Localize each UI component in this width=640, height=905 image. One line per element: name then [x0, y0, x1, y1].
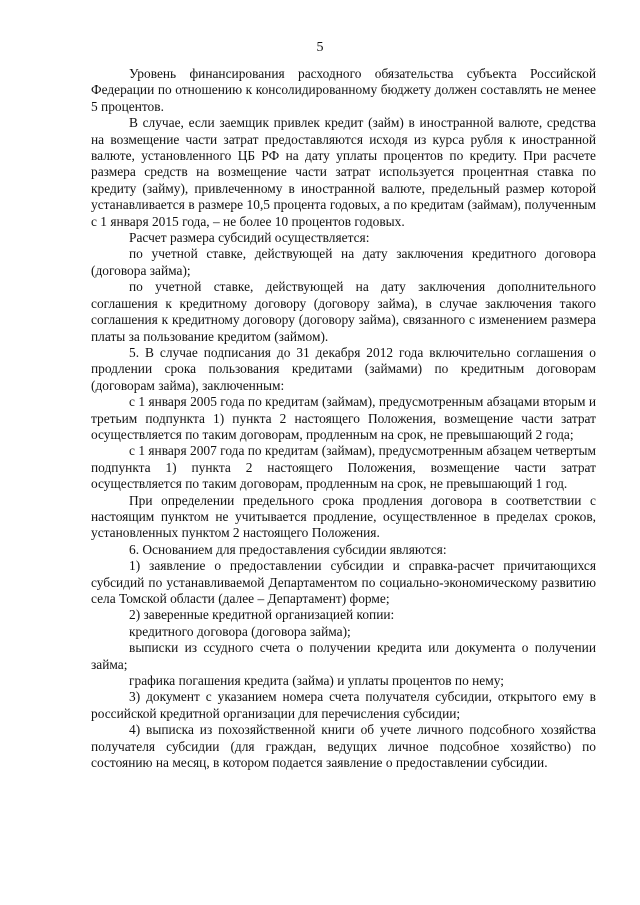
paragraph-certified-copies: 2) заверенные кредитной организацией копии: [129, 607, 395, 623]
paragraph-household-extract: 4) выписка из похозяйственной книги об учете личного подсобного хозяйства получателя субсидии (для граждан, ведущих личное подсобное хозяйство) по состоянию на месяц, в котором подается заявление о предоставлении субсидии. [91, 722, 596, 771]
paragraph-subsidy-calculation: Расчет размера субсидий осуществляется: [129, 230, 370, 246]
page-number: 5 [316, 40, 324, 55]
paragraph-account-document: 3) документ с указанием номера счета получателя субсидии, открытого ему в российской кредитной организации для перечисления субсидии; [91, 689, 596, 721]
paragraph-item-6: 6. Основанием для предоставления субсидии являются: [129, 541, 447, 557]
paragraph-application: 1) заявление о предоставлении субсидии и справка-расчет причитающихся субсидий по устанавливаемой Департаментом по социально-экономическому развитию села Томской области (далее – Департамент) форме; [91, 558, 596, 606]
document-body [91, 66, 596, 771]
paragraph-extension-limit: При определении предельного срока продления договора в соответствии с настоящим пунктом не учитывается продление, осуществленное в пределах сроков, установленных пунктом 2 настоящего Положения. [91, 492, 596, 541]
paragraph-repayment-schedule: графика погашения кредита (займа) и уплаты процентов по нему; [129, 673, 504, 689]
paragraph-funding-level: Уровень финансирования расходного обязательства субъекта Российской Федерации по отношению к консолидированному бюджету должен составлять не менее 5 процентов. [91, 66, 596, 114]
paragraph-from-2007: с 1 января 2007 года по кредитам (займам), предусмотренным абзацем четвертым подпункта 1) пункта 2 настоящего Положения, возмещение части затрат осуществляется по таким договорам, продленным на срок, не превышающий 1 год. [91, 443, 596, 492]
paragraph-from-2005: с 1 января 2005 года по кредитам (займам), предусмотренным абзацами вторым и третьим подпункта 1) пункта 2 настоящего Положения, возмещение части затрат осуществляется по таким договорам, продленным на срок, не превышающий 2 года; [91, 394, 596, 442]
paragraph-rate-at-contract: по учетной ставке, действующей на дату заключения кредитного договора (договора займа); [91, 246, 596, 278]
paragraph-item-5: 5. В случае подписания до 31 декабря 2012 года включительно соглашения о продлении срока пользования кредитами (займами) по кредитным договорам (договорам займа), заключенным: [91, 344, 596, 393]
paragraph-credit-agreement: кредитного договора (договора займа); [129, 623, 351, 639]
paragraph-foreign-currency: В случае, если заемщик привлек кредит (займ) в иностранной валюте, средства на возмещение части затрат предоставляются исходя из курса рубля к иностранной валюте, установленного ЦБ РФ на дату уплаты процентов по кредиту. При расчете размера средств на возмещение части затрат используется процентная ставка по кредиту (займу), привлеченному в иностранной валюте, предельный размер которой устанавливается в размере 10,5 процента годовых, а по кредитам (займам), полученным с 1 января 2015 года, – не более 10 процентов годовых. [91, 115, 596, 229]
paragraph-rate-at-supplement: по учетной ставке, действующей на дату заключения дополнительного соглашения к кредитному договору (договору займа), в случае заключения такого соглашения к кредитному договору (договору займа), связанного с изменением размера платы за пользование кредитом (займом). [91, 279, 596, 344]
paragraph-loan-statement: выписки из ссудного счета о получении кредита или документа о получении займа; [91, 640, 596, 672]
